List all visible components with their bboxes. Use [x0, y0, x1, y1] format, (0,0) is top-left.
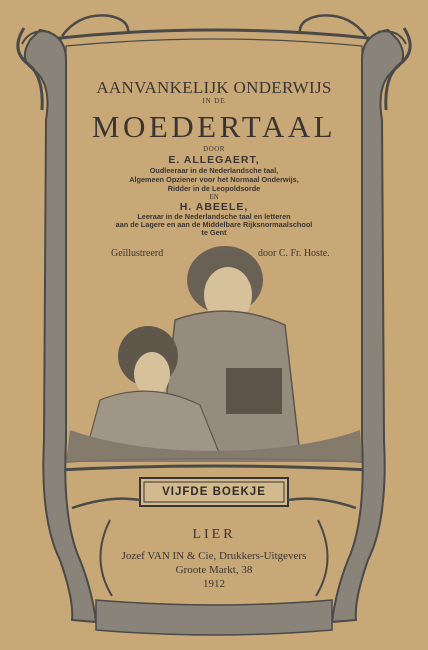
publication-year: 1912 [203, 578, 225, 590]
author-1-name: E. ALLEGAERT, [168, 154, 260, 166]
publisher-name: Jozef VAN IN & Cie, Drukkers-Uitgevers [121, 550, 307, 562]
title-line-1: AANVANKELIJK ONDERWIJS [96, 78, 332, 97]
edition-label: VIJFDE BOEKJE [162, 486, 266, 498]
author-2-line: te Gent [201, 228, 227, 237]
illustrated-label: Geïllustreerd [111, 248, 164, 259]
title-in-de: IN DE [202, 97, 226, 105]
illustrator-credit: door C. Fr. Hoste. [258, 248, 330, 259]
author-2-name: H. ABEELE, [179, 201, 249, 213]
author-1-line: Oudleeraar in de Nederlandsche taal, [149, 166, 279, 175]
author-1-line: Algemeen Opziener voor het Normaal Onderwijs, [129, 175, 299, 184]
and-label: EN [209, 193, 219, 201]
publisher-city: LIER [192, 527, 236, 542]
by-label: DOOR [203, 145, 225, 153]
publisher-address: Groote Markt, 38 [175, 564, 253, 576]
main-title: MOEDERTAAL [91, 109, 337, 144]
author-2-line: Leeraar in de Nederlandsche taal en letteren [137, 212, 291, 221]
author-2-line: aan de Lagere en aan de Middelbare Rijksnormaalschool [115, 220, 313, 229]
author-1-line: Ridder in de Leopoldsorde [167, 184, 261, 193]
